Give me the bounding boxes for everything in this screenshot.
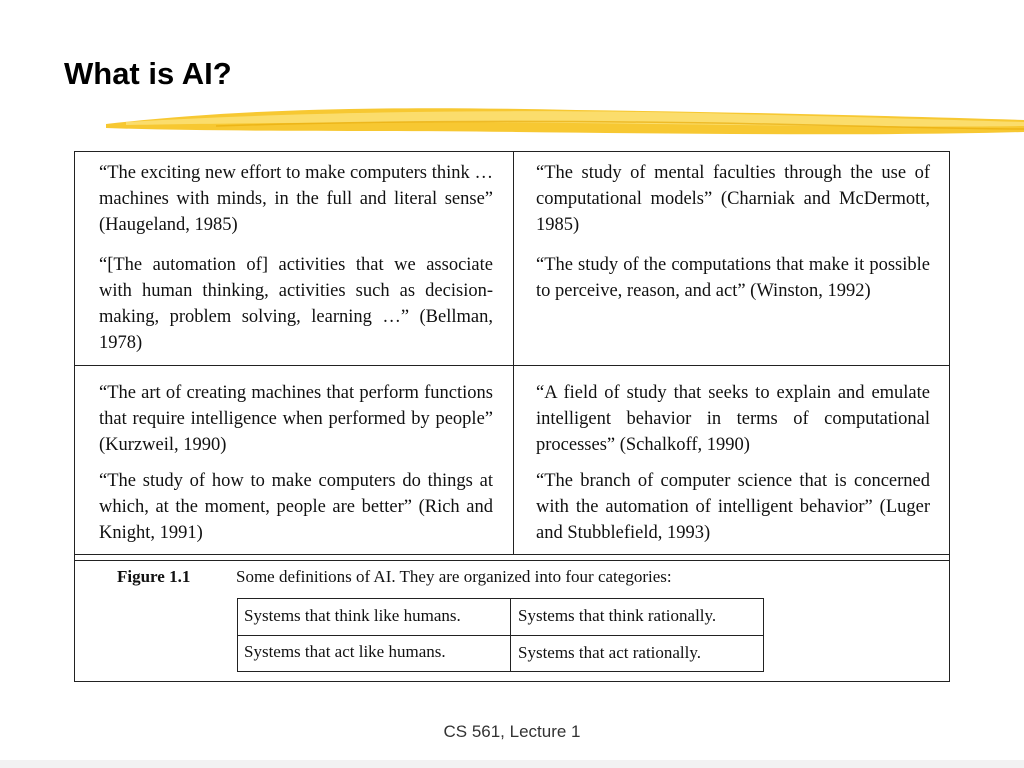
quote-bellman: “[The automation of] activities that we associate with human thinking, activities such as decision-making, problem solving, learning …” (Bellman, 1978) xyxy=(99,255,493,353)
quote-haugeland: “The exciting new effort to make computers think … machines with minds, in the full and literal sense” (Haugeland, 1985) xyxy=(99,163,493,235)
quote-winston: “The study of the computations that make it possible to perceive, reason, and act” (Winston, 1992) xyxy=(536,255,930,301)
quote-kurzweil: “The art of creating machines that perform functions that require intelligence when performed by people” (Kurzweil, 1990) xyxy=(99,383,493,455)
figure-caption-text: Some definitions of AI. They are organized into four categories: xyxy=(236,567,672,586)
slide-title: What is AI? xyxy=(64,56,232,91)
category-think-humans: Systems that think like humans. xyxy=(244,606,461,625)
quote-schalkoff: “A field of study that seeks to explain and emulate intelligent behavior in terms of computational processes” (Schalkoff, 1990) xyxy=(536,383,930,455)
category-table xyxy=(237,598,764,672)
caption-divider xyxy=(75,554,949,555)
category-act-rationally: Systems that act rationally. xyxy=(518,643,702,662)
caption-divider-2 xyxy=(75,560,949,561)
figure-caption-label: Figure 1.1 xyxy=(117,567,191,586)
center-divider xyxy=(513,152,514,554)
quote-charniak: “The study of mental faculties through the use of computational models” (Charniak and McDermott, 1985) xyxy=(536,163,930,235)
quote-luger: “The branch of computer science that is concerned with the automation of intelligent behavior” (Luger and Stubblefield, 1993) xyxy=(536,471,930,543)
category-table-hdivider xyxy=(238,635,763,636)
bottom-band xyxy=(0,760,1024,768)
category-act-humans: Systems that act like humans. xyxy=(244,642,446,661)
highlighter-stroke xyxy=(96,102,1024,142)
middle-divider xyxy=(75,365,949,366)
quote-rich-knight: “The study of how to make computers do things at which, at the moment, people are better” (Rich and Knight, 1991) xyxy=(99,471,493,543)
slide-footer: CS 561, Lecture 1 xyxy=(443,722,581,741)
category-think-rationally: Systems that think rationally. xyxy=(518,606,717,625)
ai-definitions-figure xyxy=(74,151,950,682)
